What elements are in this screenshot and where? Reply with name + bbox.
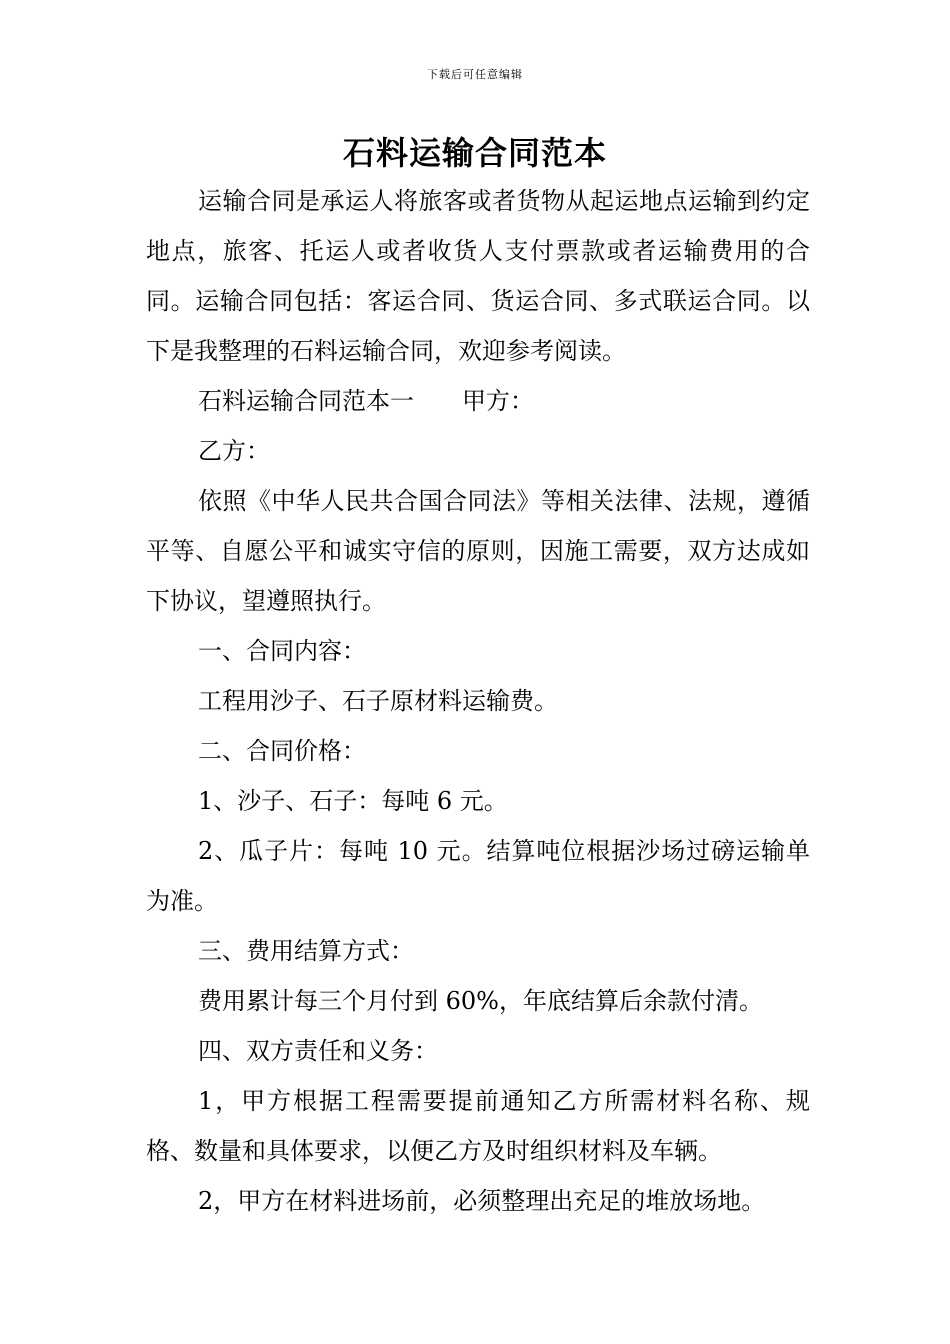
header-note: 下载后可任意编辑: [427, 68, 523, 81]
clause-heading-content: 一、合同内容：: [198, 637, 366, 665]
clause-text-content: 工程用沙子、石子原材料运输费。: [198, 687, 558, 715]
clause-heading-price: 二、合同价格：: [198, 737, 366, 765]
clause-heading-settlement: 三、费用结算方式：: [198, 937, 414, 965]
preamble-paragraph: 依照《中华人民共合国合同法》等相关法律、法规，遵循平等、自愿公平和诚实守信的原则，因施工需要，双方达成如下协议，望遵照执行。: [146, 487, 810, 615]
clause-heading-duties: 四、双方责任和义务：: [198, 1037, 438, 1065]
clause-item-duties-2: 2，甲方在材料进场前，必须整理出充足的堆放场地。: [198, 1187, 766, 1215]
party-b-line: 乙方：: [198, 437, 270, 465]
document-title: 石料运输合同范本: [342, 134, 607, 172]
intro-paragraph: 运输合同是承运人将旅客或者货物从起运地点运输到约定地点，旅客、托运人或者收货人支付票款或者运输费用的合同。运输合同包括：客运合同、货运合同、多式联运合同。以下是我整理的石料运输合同，欢迎参考阅读。: [146, 187, 810, 365]
clause-item-price-2: 2、瓜子片：每吨 10 元。结算吨位根据沙场过磅运输单为准。: [146, 837, 810, 915]
section-heading-parties: 石料运输合同范本一 甲方：: [198, 387, 534, 415]
document-body: [146, 176, 810, 1226]
clause-item-duties-1: 1，甲方根据工程需要提前通知乙方所需材料名称、规格、数量和具体要求，以便乙方及时组织材料及车辆。: [146, 1087, 810, 1165]
clause-text-settlement: 费用累计每三个月付到 60%，年底结算后余款付清。: [198, 987, 763, 1015]
clause-item-price-1: 1、沙子、石子：每吨 6 元。: [198, 787, 508, 815]
